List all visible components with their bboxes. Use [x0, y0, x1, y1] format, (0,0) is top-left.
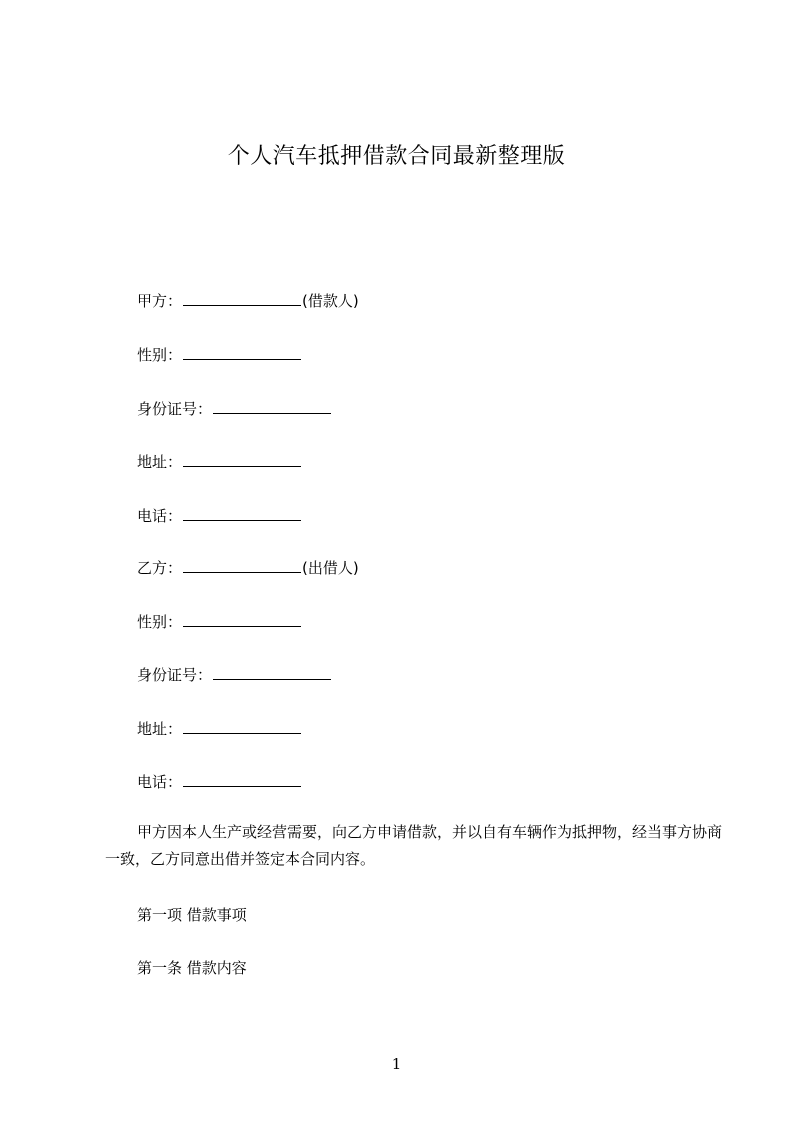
- party-a-role: (借款人): [302, 292, 359, 310]
- page-number: 1: [391, 1055, 402, 1073]
- party-a-label: 甲方：: [137, 292, 183, 310]
- party-b-gender-label: 性别：: [137, 613, 183, 631]
- party-b-phone-line: [137, 772, 302, 792]
- party-b-address-blank: [183, 719, 301, 734]
- party-b-gender-blank: [183, 612, 301, 627]
- party-a-gender-label: 性别：: [137, 346, 183, 364]
- party-b-label: 乙方：: [137, 559, 183, 577]
- party-b-address-line: [137, 719, 302, 739]
- document-title: 个人汽车抵押借款合同最新整理版: [227, 144, 566, 169]
- party-a-phone-label: 电话：: [137, 507, 183, 525]
- party-b-id-label: 身份证号：: [137, 666, 213, 684]
- party-b-id-blank: [213, 665, 331, 680]
- party-a-phone-blank: [183, 506, 301, 521]
- party-a-id-label: 身份证号：: [137, 400, 213, 418]
- section-1-heading: 第一项 借款事项: [137, 906, 247, 924]
- party-a-address-label: 地址：: [137, 453, 183, 471]
- party-a-gender-blank: [183, 345, 301, 360]
- party-b-line: [137, 558, 359, 578]
- party-b-gender-line: [137, 612, 302, 632]
- party-a-id-blank: [213, 399, 331, 414]
- party-b-blank: [183, 558, 301, 573]
- party-a-address-line: [137, 452, 302, 472]
- party-b-role: (出借人): [302, 559, 359, 577]
- party-a-line: [137, 291, 359, 311]
- party-a-blank: [183, 291, 301, 306]
- intro-paragraph: 甲方因本人生产或经营需要，向乙方申请借款，并以自有车辆作为抵押物，经当事方协商一致，乙方同意出借并签定本合同内容。: [105, 823, 723, 868]
- party-b-phone-label: 电话：: [137, 773, 183, 791]
- party-a-gender-line: [137, 345, 302, 365]
- party-b-id-line: [137, 665, 332, 685]
- party-a-phone-line: [137, 506, 302, 526]
- party-a-id-line: [137, 399, 332, 419]
- party-b-address-label: 地址：: [137, 720, 183, 738]
- article-1-heading: 第一条 借款内容: [137, 959, 247, 977]
- party-b-phone-blank: [183, 772, 301, 787]
- party-a-address-blank: [183, 452, 301, 467]
